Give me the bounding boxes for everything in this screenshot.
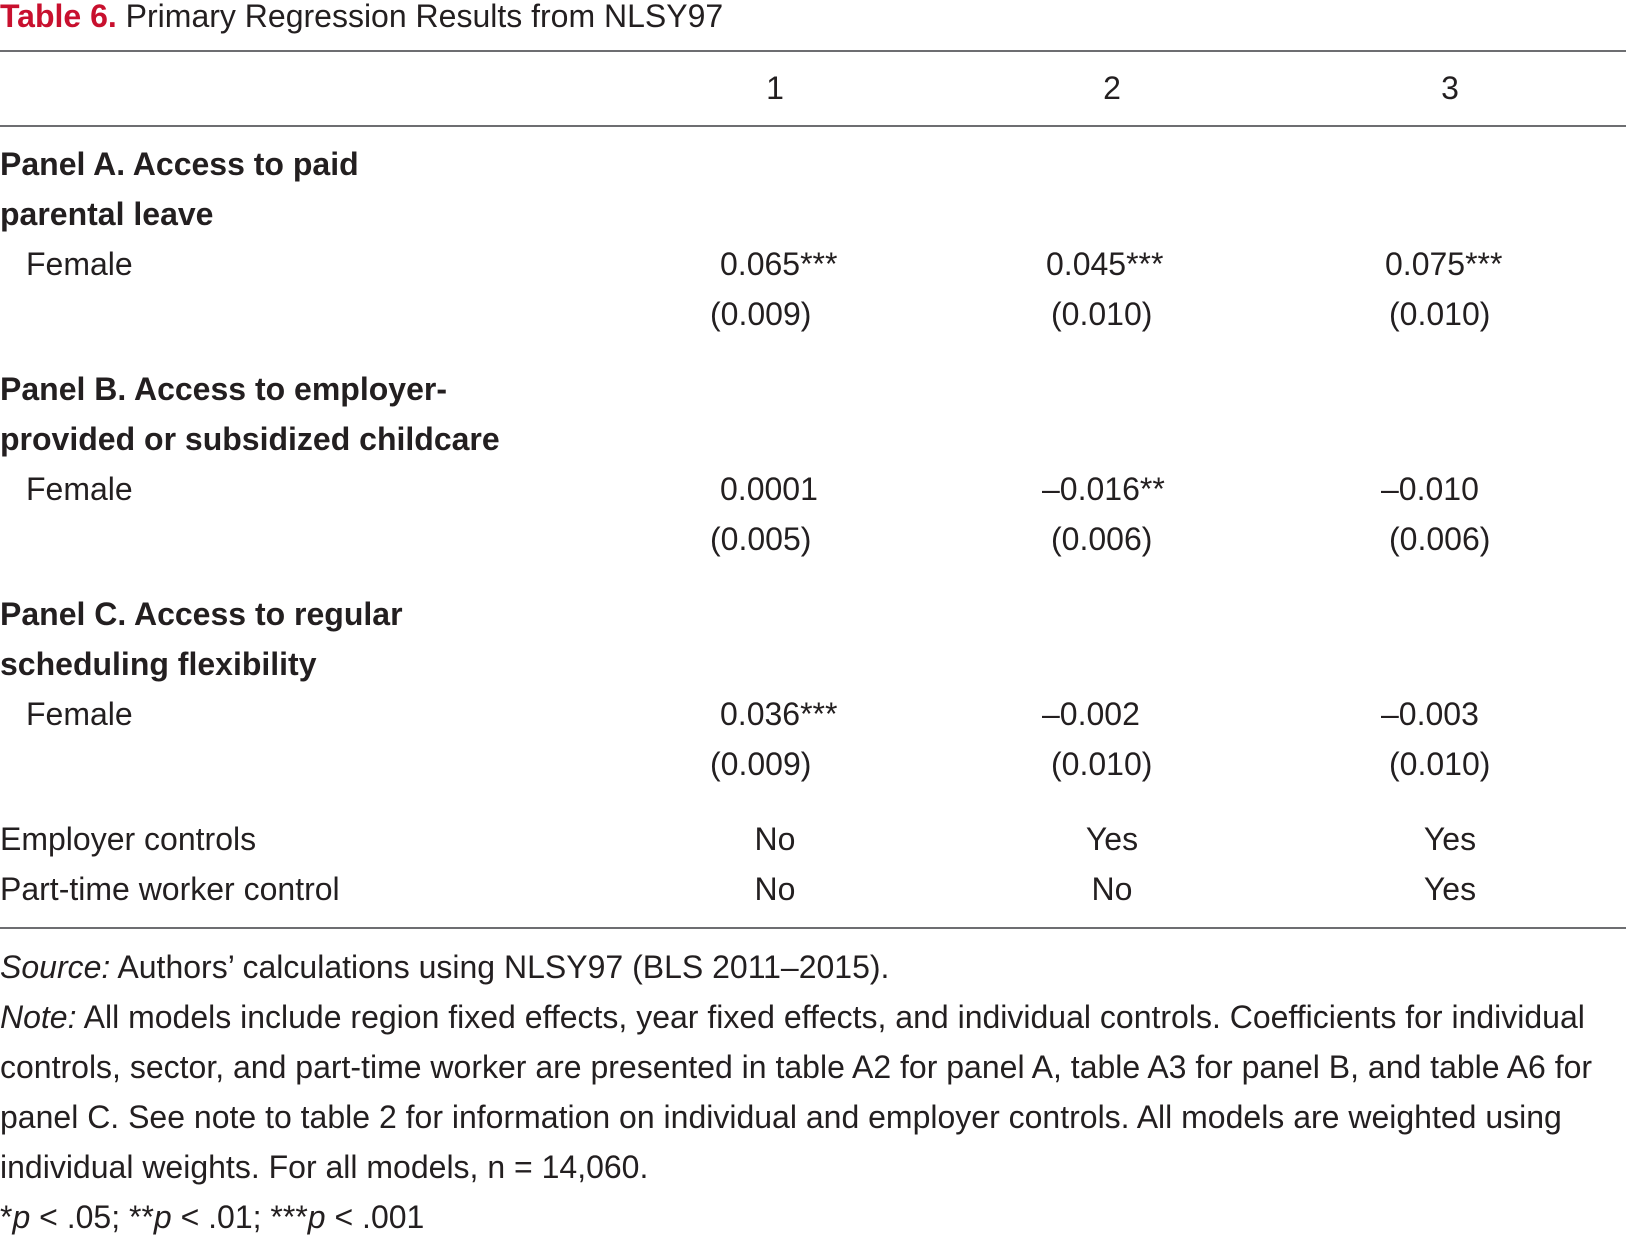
sig2-star: ** <box>128 1199 154 1235</box>
panel-c-title: Panel C. Access to regular <box>0 596 403 632</box>
panel-c-title-cont: scheduling flexibility <box>0 646 317 682</box>
panel-b-coef-3: –0.010 <box>1381 471 1479 507</box>
panel-a-coef-1: 0.065*** <box>720 246 838 282</box>
source-label: Source: <box>0 949 111 985</box>
panel-c-coef-3: –0.003 <box>1381 696 1479 732</box>
general-note <box>0 992 1626 1192</box>
part-time-control-col-1: No <box>754 871 796 907</box>
significance-note <box>0 1192 1626 1242</box>
part-time-control-label: Part-time worker control <box>0 871 340 907</box>
sig3-star: *** <box>270 1199 308 1235</box>
sig3-rest: < .001 <box>325 1199 425 1235</box>
source-note <box>0 942 1626 992</box>
table-title: Primary Regression Results from NLSY97 <box>125 0 724 34</box>
panel-c-coef-1: 0.036*** <box>720 696 838 732</box>
source-text: Authors’ calculations using NLSY97 (BLS 2011–2015). <box>110 949 890 985</box>
sig1-rest: < .05; <box>30 1199 129 1235</box>
part-time-control-col-3: Yes <box>1423 871 1477 907</box>
part-time-control-col-2: No <box>1091 871 1133 907</box>
panel-b-coef-2: –0.016** <box>1042 471 1165 507</box>
panel-b-title: Panel B. Access to employer- <box>0 371 447 407</box>
table-caption <box>0 0 723 36</box>
note-label: Note: <box>0 999 77 1035</box>
panel-b-se-3: (0.006) <box>1389 521 1491 557</box>
panel-a-title-cont: parental leave <box>0 196 214 232</box>
sig2-rest: < .01; <box>171 1199 271 1235</box>
header-rule <box>0 125 1626 127</box>
column-header-2: 2 <box>1103 70 1121 106</box>
column-header-3: 3 <box>1441 70 1459 106</box>
panel-c-se-2: (0.010) <box>1051 746 1153 782</box>
panel-c-se-3: (0.010) <box>1389 746 1491 782</box>
panel-c-row-label: Female <box>26 696 133 732</box>
sig1-p: p <box>12 1199 31 1235</box>
panel-a-title: Panel A. Access to paid <box>0 146 359 182</box>
bottom-rule <box>0 927 1626 929</box>
table-notes <box>0 942 1626 1242</box>
sig3-p: p <box>307 1199 326 1235</box>
panel-b-title-cont: provided or subsidized childcare <box>0 421 500 457</box>
panel-b-se-2: (0.006) <box>1051 521 1153 557</box>
panel-b-se-1: (0.005) <box>710 521 812 557</box>
employer-controls-col-3: Yes <box>1423 821 1477 857</box>
panel-a-coef-3: 0.075*** <box>1385 246 1503 282</box>
panel-a-coef-2: 0.045*** <box>1046 246 1164 282</box>
panel-a-se-2: (0.010) <box>1051 296 1153 332</box>
employer-controls-col-1: No <box>754 821 796 857</box>
top-rule <box>0 50 1626 52</box>
sig2-p: p <box>153 1199 172 1235</box>
panel-c-se-1: (0.009) <box>710 746 812 782</box>
panel-a-se-1: (0.009) <box>710 296 812 332</box>
panel-a-se-3: (0.010) <box>1389 296 1491 332</box>
sig1-star: * <box>0 1199 13 1235</box>
column-header-1: 1 <box>766 70 784 106</box>
table-number: Table 6. <box>0 0 117 34</box>
panel-a-row-label: Female <box>26 246 133 282</box>
employer-controls-label: Employer controls <box>0 821 257 857</box>
panel-c-coef-2: –0.002 <box>1042 696 1140 732</box>
employer-controls-col-2: Yes <box>1085 821 1139 857</box>
note-text: All models include region fixed effects, year fixed effects, and individual controls. Coefficients for individual controls, sector, and part-time worker are presented in table A2 for panel A, table A3 for panel B, and table A6 for panel C. See note to table 2 for information on individual and employer controls. All models are weighted using individual weights. For all models, n = 14,060. <box>0 999 1593 1185</box>
panel-b-row-label: Female <box>26 471 133 507</box>
panel-b-coef-1: 0.0001 <box>720 471 818 507</box>
